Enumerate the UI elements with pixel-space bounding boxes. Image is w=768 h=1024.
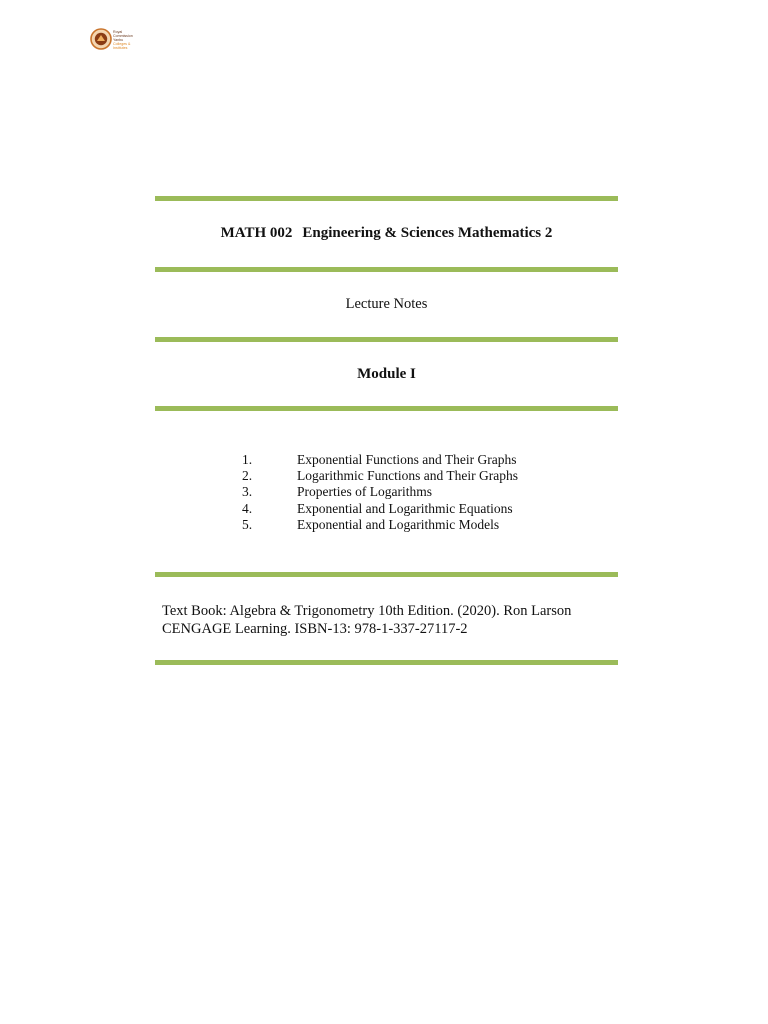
textbook-reference — [162, 602, 571, 638]
course-title — [155, 225, 618, 242]
divider-rule-5 — [155, 572, 618, 577]
module-title: Module I — [357, 366, 416, 382]
topic-number: 1. — [242, 452, 253, 467]
divider-rule-1 — [155, 196, 618, 201]
topic-number: 4. — [242, 500, 253, 516]
institution-logo — [90, 27, 138, 53]
logo-line-4: Colleges & — [113, 42, 131, 46]
divider-rule-3 — [155, 337, 618, 342]
divider-rule-2 — [155, 267, 618, 272]
topic-text: Properties of Logarithms — [297, 484, 432, 500]
divider-rule-6 — [155, 660, 618, 665]
divider-rule-4 — [155, 406, 618, 411]
list-item — [242, 517, 518, 533]
topic-number: 2. — [242, 468, 253, 484]
textbook-line-1: Text Book: Algebra & Trigonometry 10th Edition. (2020). Ron Larson — [162, 603, 572, 619]
logo-line-5: Institutes — [113, 46, 128, 50]
logo-line-2: Commission — [113, 34, 133, 38]
list-item — [242, 501, 518, 517]
topic-number: 3. — [242, 484, 253, 500]
topic-text: Exponential Functions and Their Graphs — [297, 452, 517, 467]
logo-line-3: Yanbu — [113, 38, 124, 42]
topic-text: Exponential and Logarithmic Equations — [297, 500, 513, 516]
course-name: Engineering & Sciences Mathematics 2 — [302, 225, 553, 241]
textbook-line-2: CENGAGE Learning. ISBN-13: 978-1-337-27117-2 — [162, 621, 468, 637]
topic-text: Logarithmic Functions and Their Graphs — [297, 468, 518, 484]
list-item — [242, 468, 518, 484]
topic-number: 5. — [242, 516, 253, 532]
lecture-notes-label: Lecture Notes — [345, 296, 428, 312]
topic-list — [242, 452, 518, 533]
list-item — [242, 484, 518, 500]
institution-seal-icon — [90, 27, 138, 53]
list-item — [242, 452, 518, 468]
topic-text: Exponential and Logarithmic Models — [297, 516, 500, 532]
logo-line-1: Royal — [113, 30, 123, 34]
course-code: MATH 002 — [220, 225, 293, 241]
